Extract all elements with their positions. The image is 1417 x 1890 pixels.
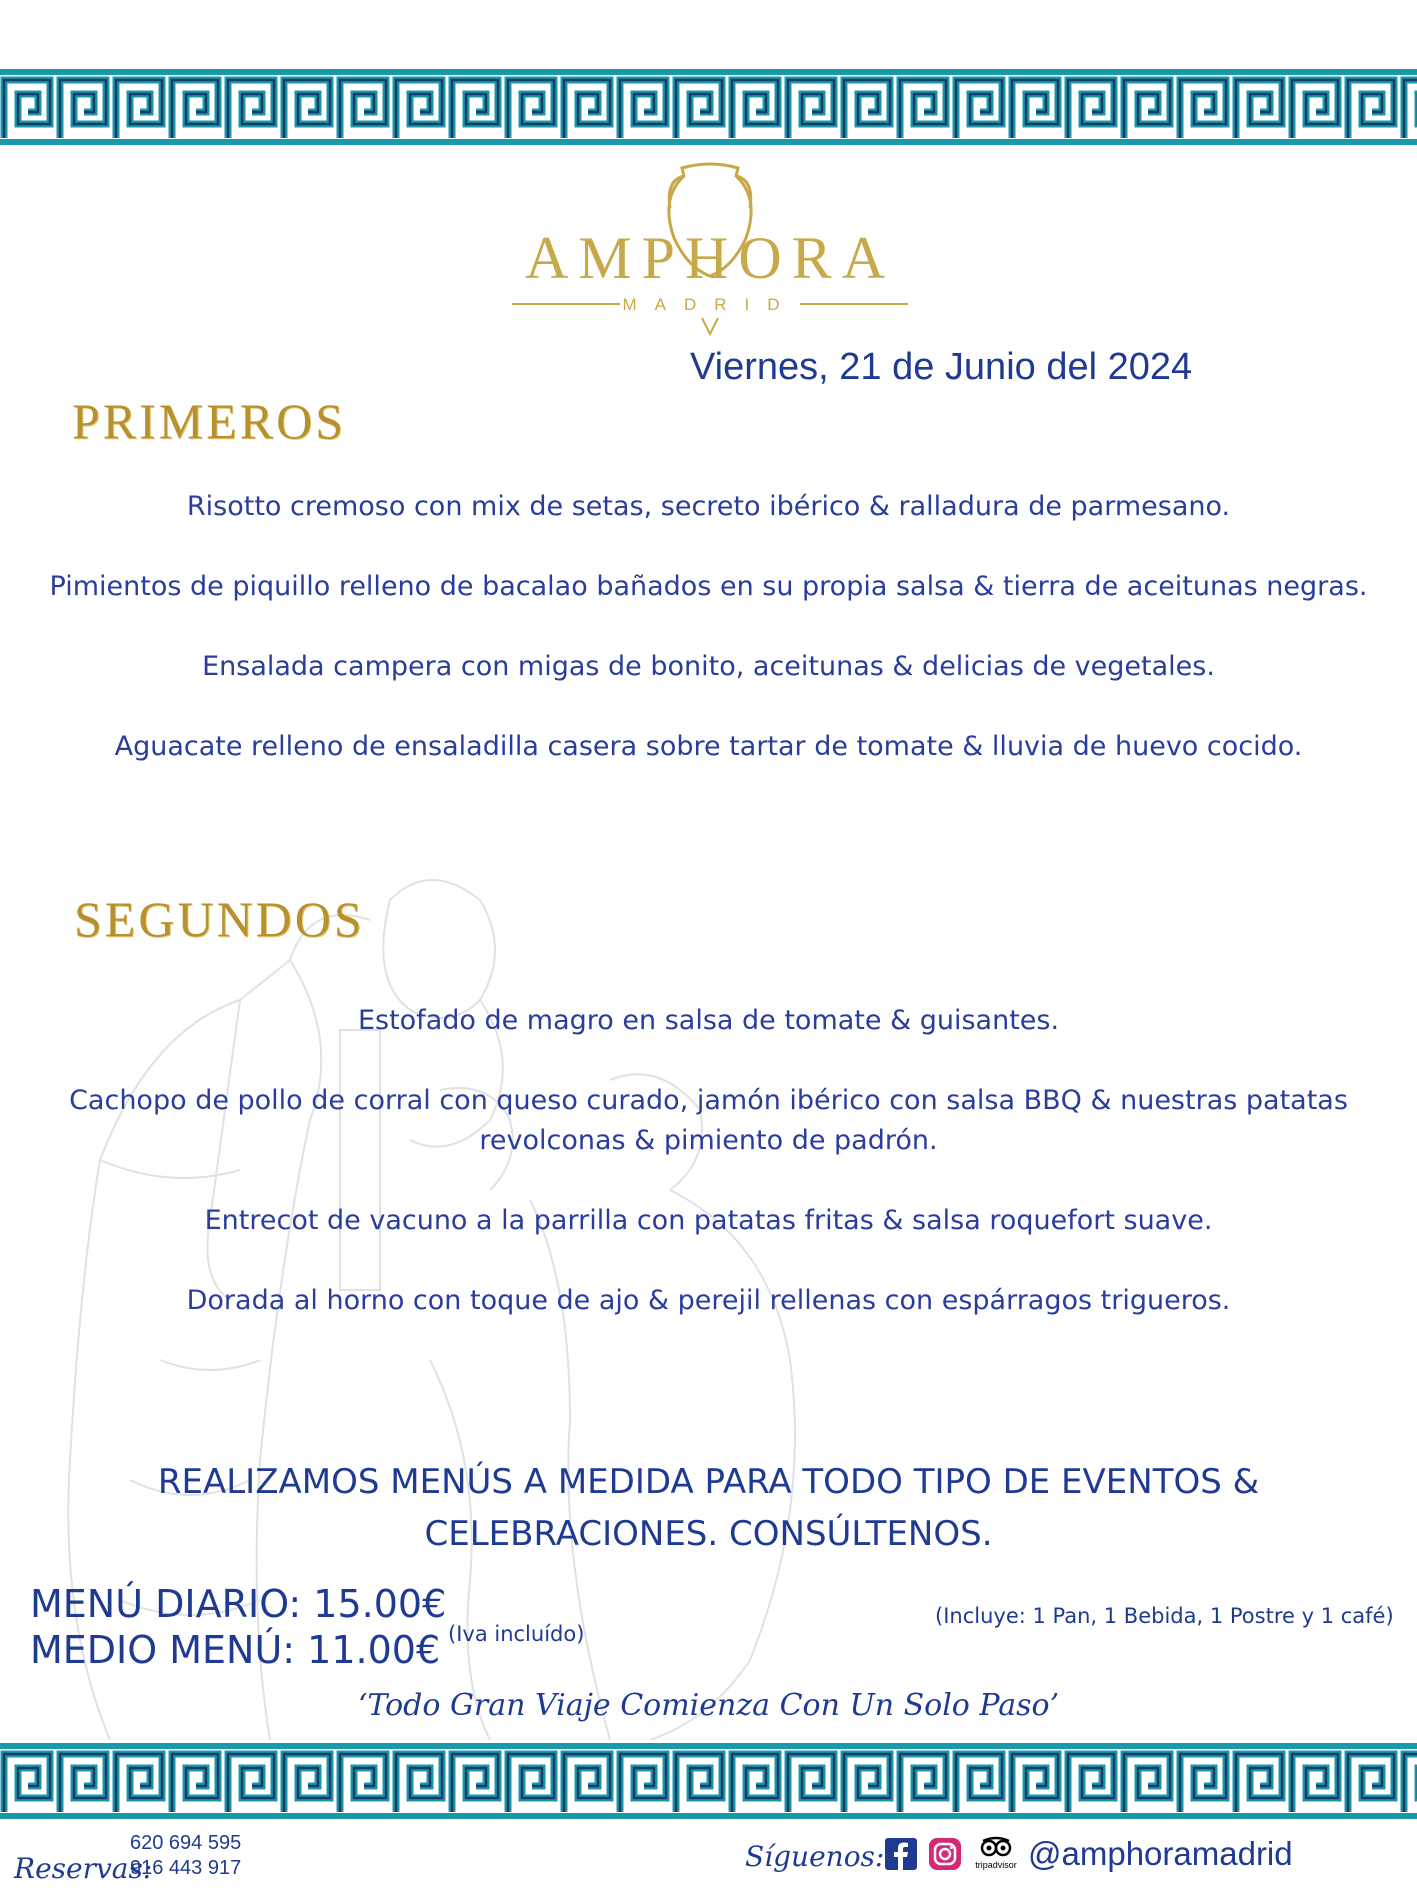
events-line-2: CELEBRACIONES. CONSÚLTENOS. [424, 1514, 993, 1554]
motto-quote: ‘Todo Gran Viaje Comienza Con Un Solo Paso’ [357, 1688, 1060, 1723]
follow-label: Síguenos: [745, 1840, 885, 1873]
amphora-logo [510, 158, 910, 338]
segundos-title: SEGUNDOS [74, 891, 365, 947]
reservas-label: Reservas: [14, 1852, 153, 1885]
primeros-item: Pimientos de piquillo relleno de bacalao bañados en su propia salsa & tierra de aceitunas negras. [49, 571, 1368, 602]
menu-date: Viernes, 21 de Junio del 2024 [690, 346, 1193, 388]
events-notice [100, 1456, 1317, 1560]
tripadvisor-label: tripadvisor [975, 1860, 1017, 1870]
svg-text:MADRID: MADRID [622, 295, 798, 314]
facebook-icon[interactable] [885, 1838, 917, 1870]
tripadvisor-icon[interactable] [974, 1836, 1018, 1876]
svg-text:AMPHORA: AMPHORA [524, 225, 896, 291]
instagram-icon[interactable] [929, 1838, 961, 1870]
primeros-item: Aguacate relleno de ensaladilla casera sobre tartar de tomate & lluvia de huevo cocido. [114, 731, 1303, 762]
primeros-item: Ensalada campera con migas de bonito, aceitunas & delicias de vegetales. [202, 651, 1215, 682]
phone-number[interactable]: 916 443 917 [130, 1857, 242, 1879]
iva-note: (Iva incluído) [448, 1622, 585, 1646]
includes-note: (Incluye: 1 Pan, 1 Bebida, 1 Postre y 1 café) [935, 1604, 1394, 1628]
segundos-item: Entrecot de vacuno a la parrilla con patatas fritas & salsa roquefort suave. [204, 1205, 1213, 1236]
segundos-item: revolconas & pimiento de padrón. [479, 1125, 938, 1156]
primeros-item: Risotto cremoso con mix de setas, secreto ibérico & ralladura de parmesano. [186, 491, 1231, 522]
primeros-title: PRIMEROS [72, 393, 347, 449]
greek-key-border-bottom [0, 1740, 1417, 1824]
phone-number[interactable]: 620 694 595 [130, 1832, 242, 1854]
segundos-item: Cachopo de pollo de corral con queso curado, jamón ibérico con salsa BBQ & nuestras patatas [69, 1085, 1348, 1116]
greek-key-border-top [0, 66, 1417, 150]
segundos-item: Estofado de magro en salsa de tomate & guisantes. [357, 1005, 1060, 1036]
social-handle[interactable]: @amphoramadrid [1028, 1835, 1293, 1872]
daily-menu-price: MENÚ DIARIO: 15.00€ [30, 1582, 447, 1626]
segundos-item: Dorada al horno con toque de ajo & perejil rellenas con espárragos trigueros. [186, 1285, 1231, 1316]
events-line-1: REALIZAMOS MENÚS A MEDIDA PARA TODO TIPO DE EVENTOS & [157, 1462, 1260, 1502]
half-menu-price: MEDIO MENÚ: 11.00€ [30, 1628, 441, 1672]
